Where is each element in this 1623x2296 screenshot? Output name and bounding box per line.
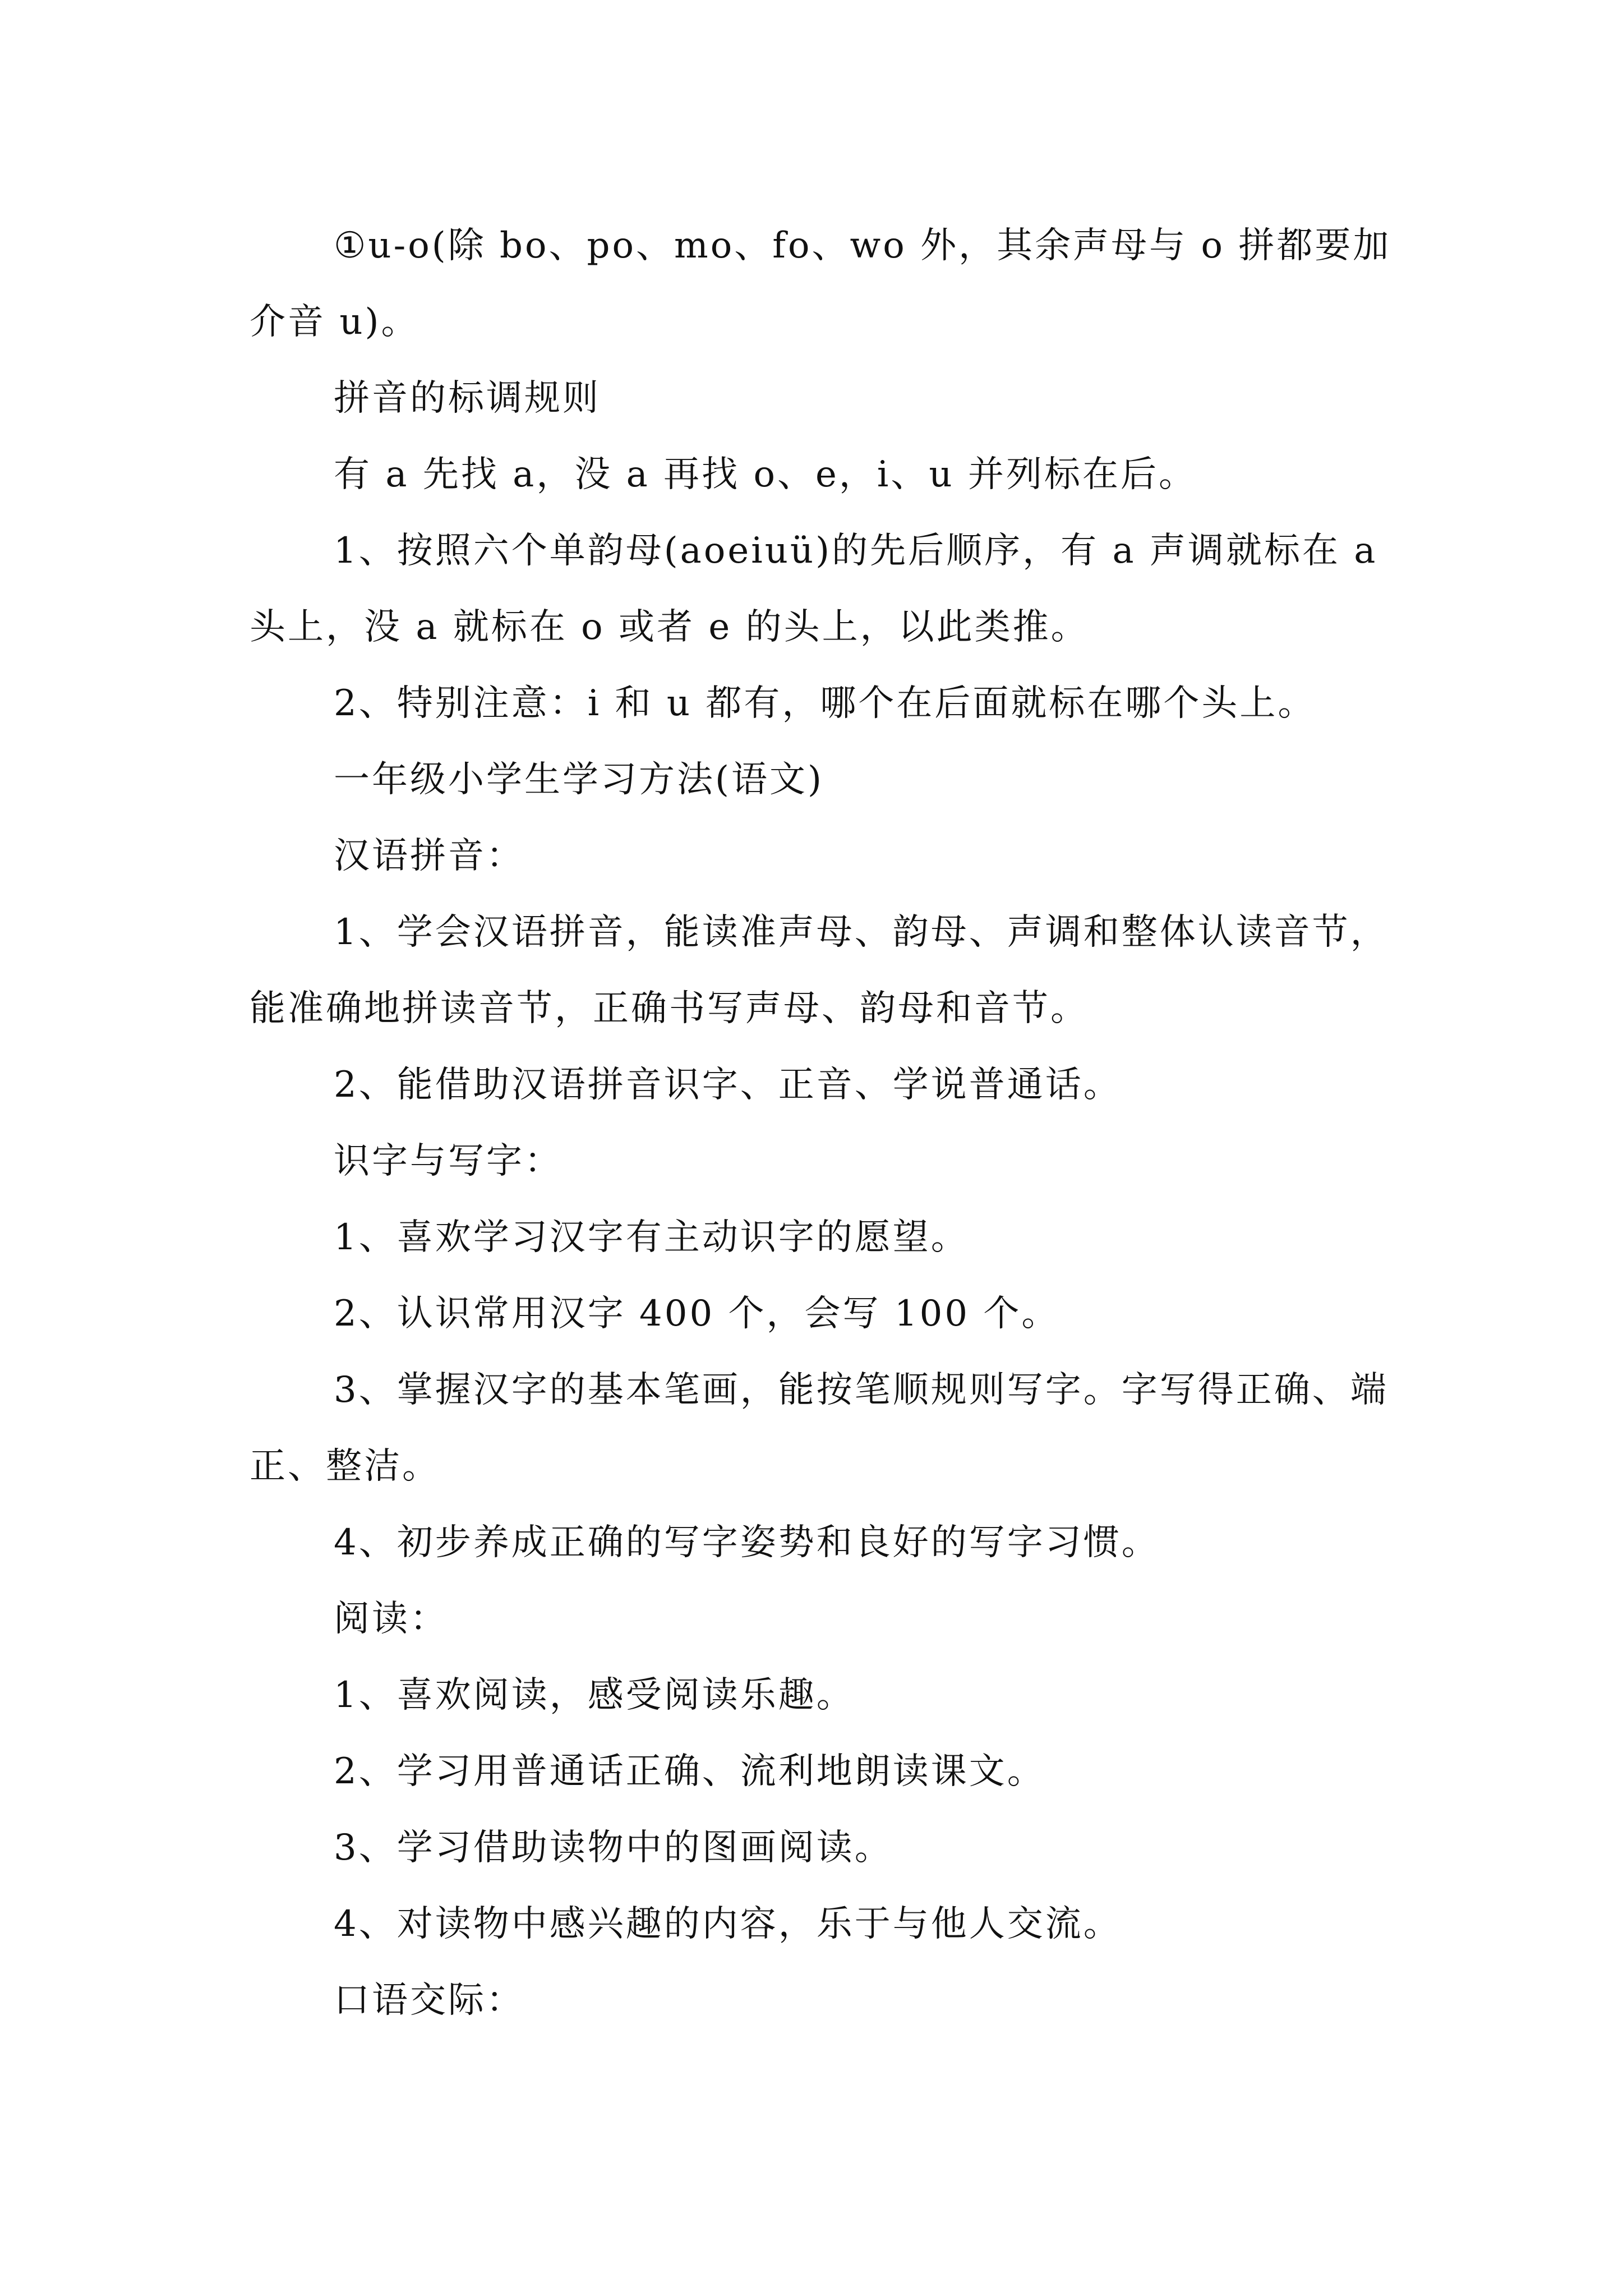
paragraph-tone-mnemonic: 有 a 先找 a，没 a 再找 o、e，i、u 并列标在后。 (334, 454, 1197, 495)
heading-tone-marking-rules: 拼音的标调规则 (334, 378, 601, 419)
section-heading-literacy: 识字与写字： (334, 1140, 562, 1182)
section-heading-pinyin: 汉语拼音： (334, 835, 524, 877)
list-item-literacy-1: 1、喜欢学习汉字有主动识字的愿望。 (334, 1217, 969, 1258)
list-item-reading-2: 2、学习用普通话正确、流利地朗读课文。 (334, 1751, 1045, 1792)
document-body (250, 208, 1399, 2039)
list-item-pinyin-2: 2、能借助汉语拼音识字、正音、学说普通话。 (334, 1064, 1122, 1106)
list-item-literacy-4: 4、初步养成正确的写字姿势和良好的写字习惯。 (334, 1522, 1160, 1563)
list-item-literacy-3: 3、掌握汉字的基本笔画，能按笔顺规则写字。字写得正确、端正、整洁。 (250, 1369, 1389, 1487)
list-item-literacy-2: 2、认识常用汉字 400 个，会写 100 个。 (334, 1293, 1060, 1335)
paragraph-pinyin-uo-rule: ①u-o(除 bo、po、mo、fo、wo 外，其余声母与 o 拼都要加介音 u)。 (250, 225, 1391, 343)
paragraph-tone-rule-1: 1、按照六个单韵母(aoeiuü)的先后顺序，有 a 声调就标在 a 头上，没 a 就标在 o 或者 e 的头上，以此类推。 (250, 530, 1378, 648)
list-item-reading-4: 4、对读物中感兴趣的内容，乐于与他人交流。 (334, 1903, 1122, 1945)
list-item-reading-3: 3、学习借助读物中的图画阅读。 (334, 1827, 893, 1869)
section-heading-reading: 阅读： (334, 1598, 448, 1640)
list-item-reading-1: 1、喜欢阅读，感受阅读乐趣。 (334, 1674, 855, 1716)
heading-study-methods: 一年级小学生学习方法(语文) (334, 759, 824, 800)
section-heading-oral-communication: 口语交际： (334, 1980, 524, 2021)
paragraph-tone-rule-2: 2、特别注意：i 和 u 都有，哪个在后面就标在哪个头上。 (334, 683, 1316, 724)
list-item-pinyin-1: 1、学会汉语拼音，能读准声母、韵母、声调和整体认读音节，能准确地拼读音节，正确书写声母、韵母和音节。 (250, 912, 1389, 1029)
